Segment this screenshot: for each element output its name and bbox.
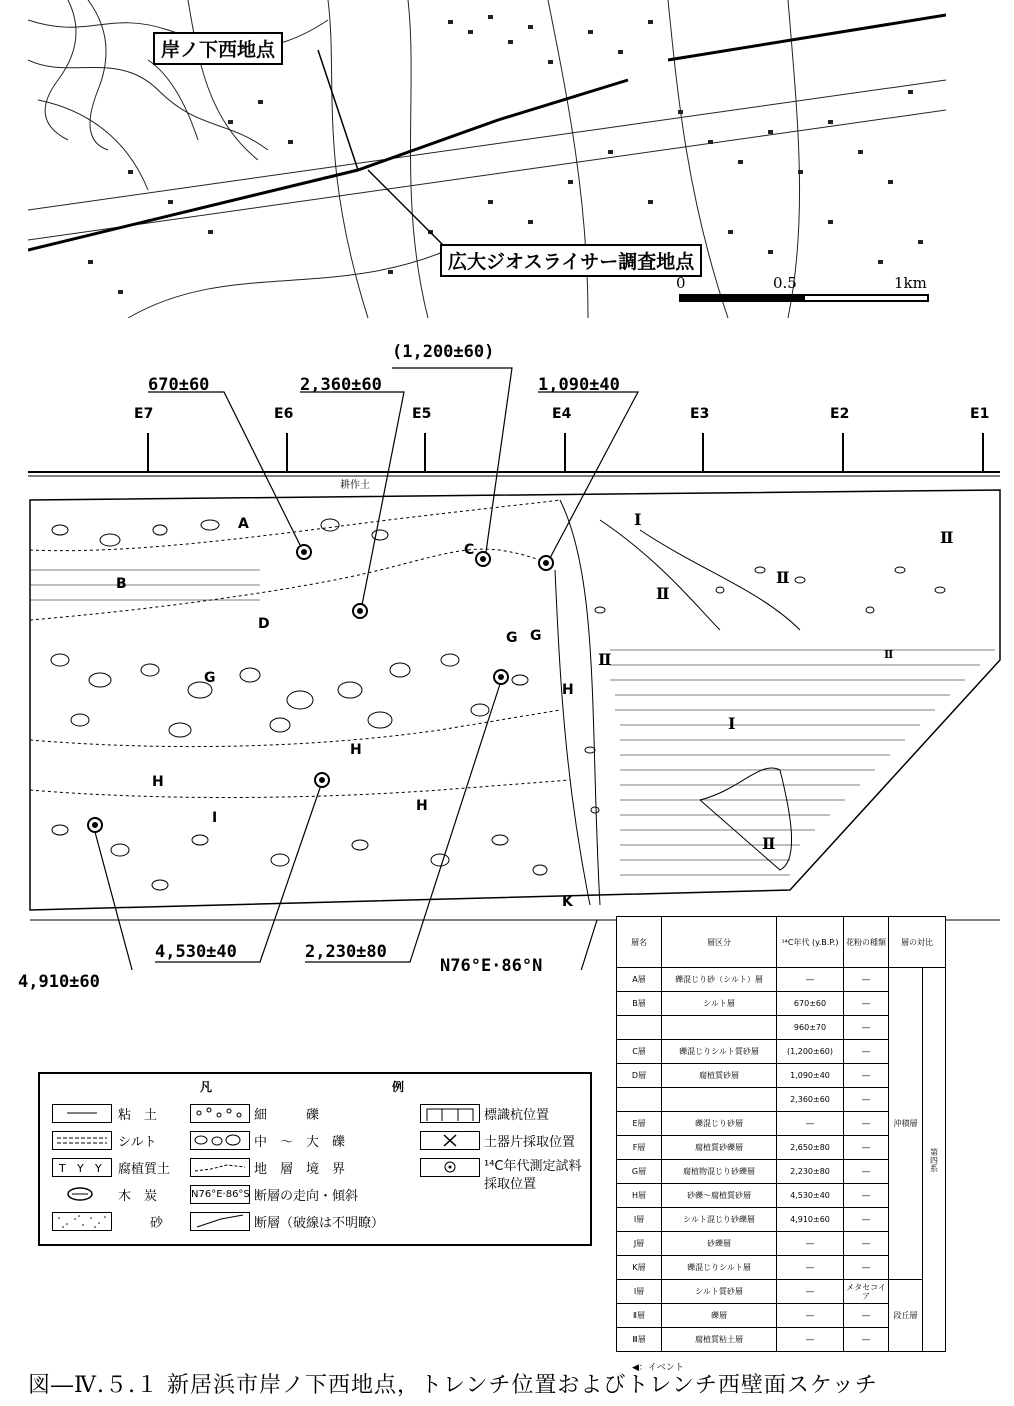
legend-pottery: 土器片採取位置: [484, 1135, 576, 1150]
boundary-swatch: [190, 1158, 250, 1177]
svg-text:Y: Y: [95, 1162, 102, 1175]
table-cell-pollen: ―: [844, 1016, 889, 1040]
correlation-lower: 段丘層: [889, 1280, 923, 1352]
unit-ii-4: Ⅱ: [598, 650, 612, 669]
table-cell-pollen: ―: [844, 1088, 889, 1112]
table-cell-desc: [662, 1016, 777, 1040]
period-upper: 第四系: [923, 968, 946, 1352]
th-correlation: 層の対比: [889, 917, 946, 968]
table-cell-name: C層: [617, 1040, 662, 1064]
table-cell-name: F層: [617, 1136, 662, 1160]
table-cell-age: 2,360±60: [777, 1088, 844, 1112]
table-cell-desc: 砂礫～腐植質砂層: [662, 1184, 777, 1208]
table-cell-age: 4,910±60: [777, 1208, 844, 1232]
layer-g-1: G: [204, 670, 216, 686]
surface-soil-label: 耕作土: [340, 480, 370, 491]
table-cell-desc: シルト混じり砂礫層: [662, 1208, 777, 1232]
table-cell-desc: 礫層: [662, 1304, 777, 1328]
survey-point-label: 広大ジオスライサー調査地点: [440, 244, 702, 277]
scale-mid: 0.5: [773, 274, 797, 292]
stake-e5: E5: [412, 406, 432, 422]
table-cell-desc: 礫混じり砂（シルト）層: [662, 968, 777, 992]
humic-soil-swatch: [52, 1158, 112, 1177]
layer-c: C: [464, 542, 475, 558]
table-cell-pollen: ―: [844, 1328, 889, 1352]
date-1200: (1,200±60): [392, 342, 495, 362]
clay-swatch: [52, 1104, 112, 1123]
table-cell-pollen: ―: [844, 968, 889, 992]
legend-c14-sample: ¹⁴C年代測定試料採取位置: [484, 1159, 582, 1192]
table-cell-desc: [662, 1088, 777, 1112]
stake-e4: E4: [552, 406, 572, 422]
table-cell-pollen: ―: [844, 992, 889, 1016]
legend-fault: 断層（破線は不明瞭）: [254, 1216, 385, 1231]
date-670: 670±60: [148, 375, 210, 395]
unit-i-1: Ⅰ: [634, 510, 642, 529]
table-cell-age: ―: [777, 1280, 844, 1304]
table-cell-age: ―: [777, 1112, 844, 1136]
table-cell-pollen: ―: [844, 1112, 889, 1136]
th-layer-name: 層名: [617, 917, 662, 968]
legend-sand: 砂: [150, 1216, 164, 1231]
table-cell-pollen: ―: [844, 1232, 889, 1256]
date-4530: 4,530±40: [155, 942, 237, 962]
table-cell-name: [617, 1088, 662, 1112]
correlation-upper: 沖積層: [889, 968, 923, 1280]
unit-ii-6: Ⅱ: [762, 834, 776, 853]
table-cell-name: I層: [617, 1208, 662, 1232]
layer-b: B: [116, 576, 127, 592]
table-cell-pollen: メタセコイア: [844, 1280, 889, 1304]
legend-boundary: 地 層 境 界: [254, 1162, 346, 1177]
date-4910: 4,910±60: [18, 972, 100, 992]
table-cell-pollen: ―: [844, 1184, 889, 1208]
table-cell-age: (1,200±60): [777, 1040, 844, 1064]
legend-clay: 粘 土: [118, 1108, 158, 1123]
table-cell-age: 1,090±40: [777, 1064, 844, 1088]
trench-drawing: [0, 330, 1014, 970]
location-map: [28, 0, 946, 318]
table-cell-name: [617, 1016, 662, 1040]
pottery-swatch: [420, 1131, 480, 1150]
fine-gravel-swatch: [190, 1104, 250, 1123]
date-2360: 2,360±60: [300, 375, 382, 395]
stake-e7: E7: [134, 406, 154, 422]
table-cell-desc: シルト質砂層: [662, 1280, 777, 1304]
table-cell-desc: 礫混じりシルト層: [662, 1256, 777, 1280]
stake-swatch: [420, 1104, 480, 1123]
th-pollen: 花粉の種類: [844, 917, 889, 968]
table-cell-desc: 腐植質粘土層: [662, 1328, 777, 1352]
table-cell-age: 670±60: [777, 992, 844, 1016]
table-cell-name: J層: [617, 1232, 662, 1256]
table-cell-desc: シルト層: [662, 992, 777, 1016]
table-cell-pollen: ―: [844, 1208, 889, 1232]
stake-e2: E2: [830, 406, 850, 422]
charcoal-swatch: [52, 1185, 110, 1202]
stake-e1: E1: [970, 406, 990, 422]
table-cell-age: ―: [777, 968, 844, 992]
table-cell-pollen: ―: [844, 1304, 889, 1328]
coarse-gravel-swatch: [190, 1131, 250, 1150]
c14-sample-swatch: [420, 1158, 480, 1177]
table-cell-pollen: ―: [844, 1064, 889, 1088]
table-cell-name: A層: [617, 968, 662, 992]
table-cell-desc: 礫混じりシルト質砂層: [662, 1040, 777, 1064]
date-1090: 1,090±40: [538, 375, 620, 395]
table-cell-age: 2,650±80: [777, 1136, 844, 1160]
fault-orientation: N76°E·86°N: [440, 956, 543, 976]
fault-strike-swatch: N76°E·86°S: [190, 1185, 250, 1204]
date-2230: 2,230±80: [305, 942, 387, 962]
table-cell-age: ―: [777, 1232, 844, 1256]
layer-k: K: [562, 894, 573, 910]
table-cell-desc: 砂礫層: [662, 1232, 777, 1256]
legend-title-b: 例: [392, 1080, 405, 1094]
layer-h-4: H: [562, 682, 574, 698]
table-cell-age: ―: [777, 1328, 844, 1352]
th-c14-age: ¹⁴C年代 (y.B.P.): [777, 917, 844, 968]
svg-text:Y: Y: [77, 1162, 84, 1175]
table-cell-name: Ⅲ層: [617, 1328, 662, 1352]
table-cell-desc: 腐植質砂層: [662, 1064, 777, 1088]
legend-stake: 標識杭位置: [484, 1108, 550, 1123]
table-cell-name: G層: [617, 1160, 662, 1184]
fault-swatch: [190, 1212, 250, 1231]
legend-fine-gravel: 細 礫: [254, 1108, 320, 1123]
unit-ii-1: Ⅱ: [940, 528, 954, 547]
table-cell-name: Ⅱ層: [617, 1304, 662, 1328]
site-label: 岸ノ下西地点: [153, 32, 283, 65]
table-cell-desc: 腐植物混じり砂礫層: [662, 1160, 777, 1184]
legend-coarse-gravel: 中 ～ 大 礫: [254, 1135, 346, 1150]
table-cell-name: Ⅰ層: [617, 1280, 662, 1304]
layer-h-3: H: [416, 798, 428, 814]
table-cell-pollen: ―: [844, 1040, 889, 1064]
legend-fault-strike: 断層の走向・傾斜: [254, 1189, 359, 1204]
table-cell-name: B層: [617, 992, 662, 1016]
table-cell-desc: 腐植質砂礫層: [662, 1136, 777, 1160]
th-layer-type: 層区分: [662, 917, 777, 968]
table-cell-name: H層: [617, 1184, 662, 1208]
table-cell-name: K層: [617, 1256, 662, 1280]
table-row: [617, 1280, 946, 1304]
table-cell-age: 2,230±80: [777, 1160, 844, 1184]
legend: [38, 1072, 592, 1246]
table-cell-age: 4,530±40: [777, 1184, 844, 1208]
event-note: ◀：イベント: [632, 1363, 684, 1373]
stake-e3: E3: [690, 406, 710, 422]
table-cell-pollen: ―: [844, 1256, 889, 1280]
layer-g-2: G: [506, 630, 518, 646]
table-row: [617, 968, 946, 992]
layer-h-1: H: [350, 742, 362, 758]
table-cell-name: D層: [617, 1064, 662, 1088]
legend-title-a: 凡: [200, 1080, 213, 1094]
layer-g-3: G: [530, 628, 542, 644]
legend-charcoal: 木 炭: [118, 1189, 158, 1204]
table-cell-pollen: ―: [844, 1136, 889, 1160]
sand-swatch: [52, 1212, 112, 1231]
table-cell-pollen: ―: [844, 1160, 889, 1184]
unit-ii-3: Ⅱ: [656, 584, 670, 603]
silt-swatch: [52, 1131, 112, 1150]
unit-i-2: Ⅰ: [728, 714, 736, 733]
svg-text:T: T: [59, 1162, 66, 1175]
layer-i: I: [212, 810, 218, 826]
table-body: [617, 968, 946, 1352]
stake-e6: E6: [274, 406, 294, 422]
table-cell-name: E層: [617, 1112, 662, 1136]
stratigraphy-table: [616, 916, 946, 1373]
figure-caption: 図―Ⅳ.５.１ 新居浜市岸ノ下西地点，トレンチ位置およびトレンチ西壁面スケッチ: [28, 1373, 878, 1398]
legend-humic-soil: 腐植質土: [118, 1162, 171, 1177]
table-cell-age: ―: [777, 1256, 844, 1280]
table-cell-desc: 礫混じり砂層: [662, 1112, 777, 1136]
scale-zero: 0: [676, 274, 686, 292]
table-cell-age: ―: [777, 1304, 844, 1328]
layer-h-2: H: [152, 774, 164, 790]
unit-ii-5: Ⅱ: [884, 648, 894, 661]
layer-d: D: [258, 616, 270, 632]
layer-a: A: [238, 516, 249, 532]
scale-end: 1km: [894, 274, 927, 292]
table-cell-age: 960±70: [777, 1016, 844, 1040]
legend-silt: シルト: [118, 1135, 157, 1150]
unit-ii-2: Ⅱ: [776, 568, 790, 587]
